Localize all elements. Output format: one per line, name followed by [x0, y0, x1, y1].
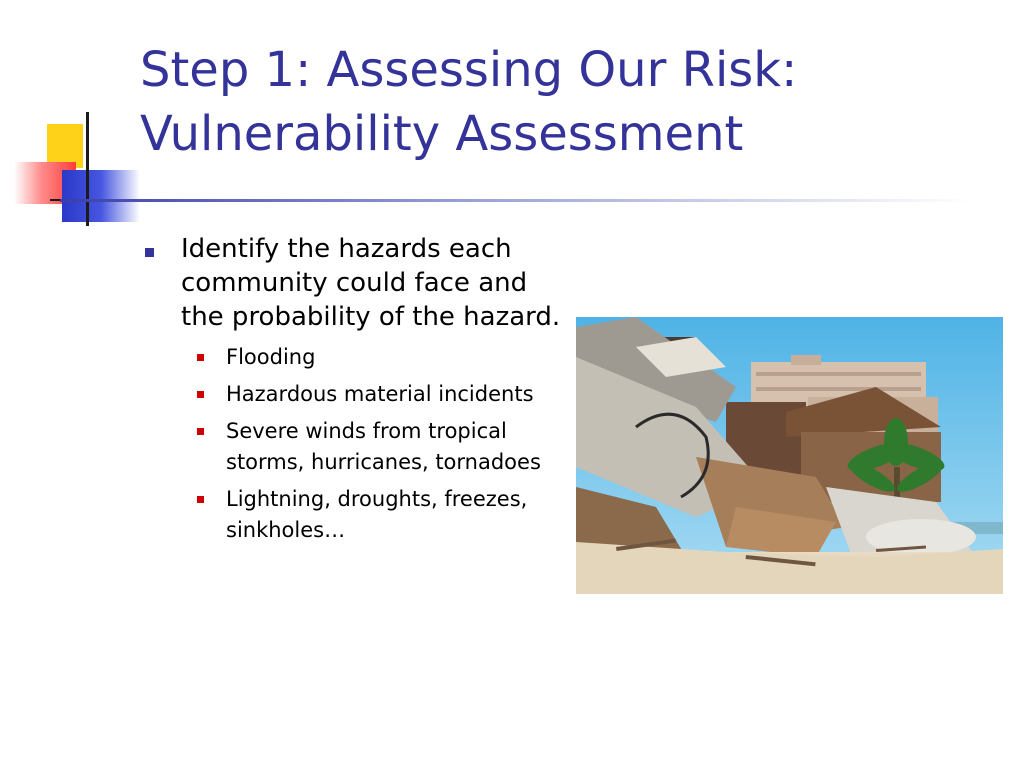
main-bullet: Identify the hazards each community could face and the probability of the hazard. — [145, 232, 565, 334]
slide-body — [145, 232, 565, 552]
sub-bullet-list — [145, 342, 565, 546]
title-line-2: Vulnerability Assessment — [140, 106, 744, 162]
sub-bullet-other: Lightning, droughts, freezes, sinkholes… — [191, 484, 565, 546]
slide-title — [140, 38, 1010, 166]
sub-bullet-winds: Severe winds from tropical storms, hurricanes, tornadoes — [191, 416, 565, 478]
title-line-1: Step 1: Assessing Our Risk: — [140, 42, 798, 98]
sub-bullet-hazmat: Hazardous material incidents — [191, 379, 565, 410]
blue-square-decoration — [62, 170, 140, 222]
sub-bullet-flooding: Flooding — [191, 342, 565, 373]
vertical-line-decoration — [86, 112, 89, 226]
title-underline — [60, 199, 970, 202]
storm-damage-photo — [576, 317, 1003, 594]
corner-decoration — [0, 0, 150, 240]
